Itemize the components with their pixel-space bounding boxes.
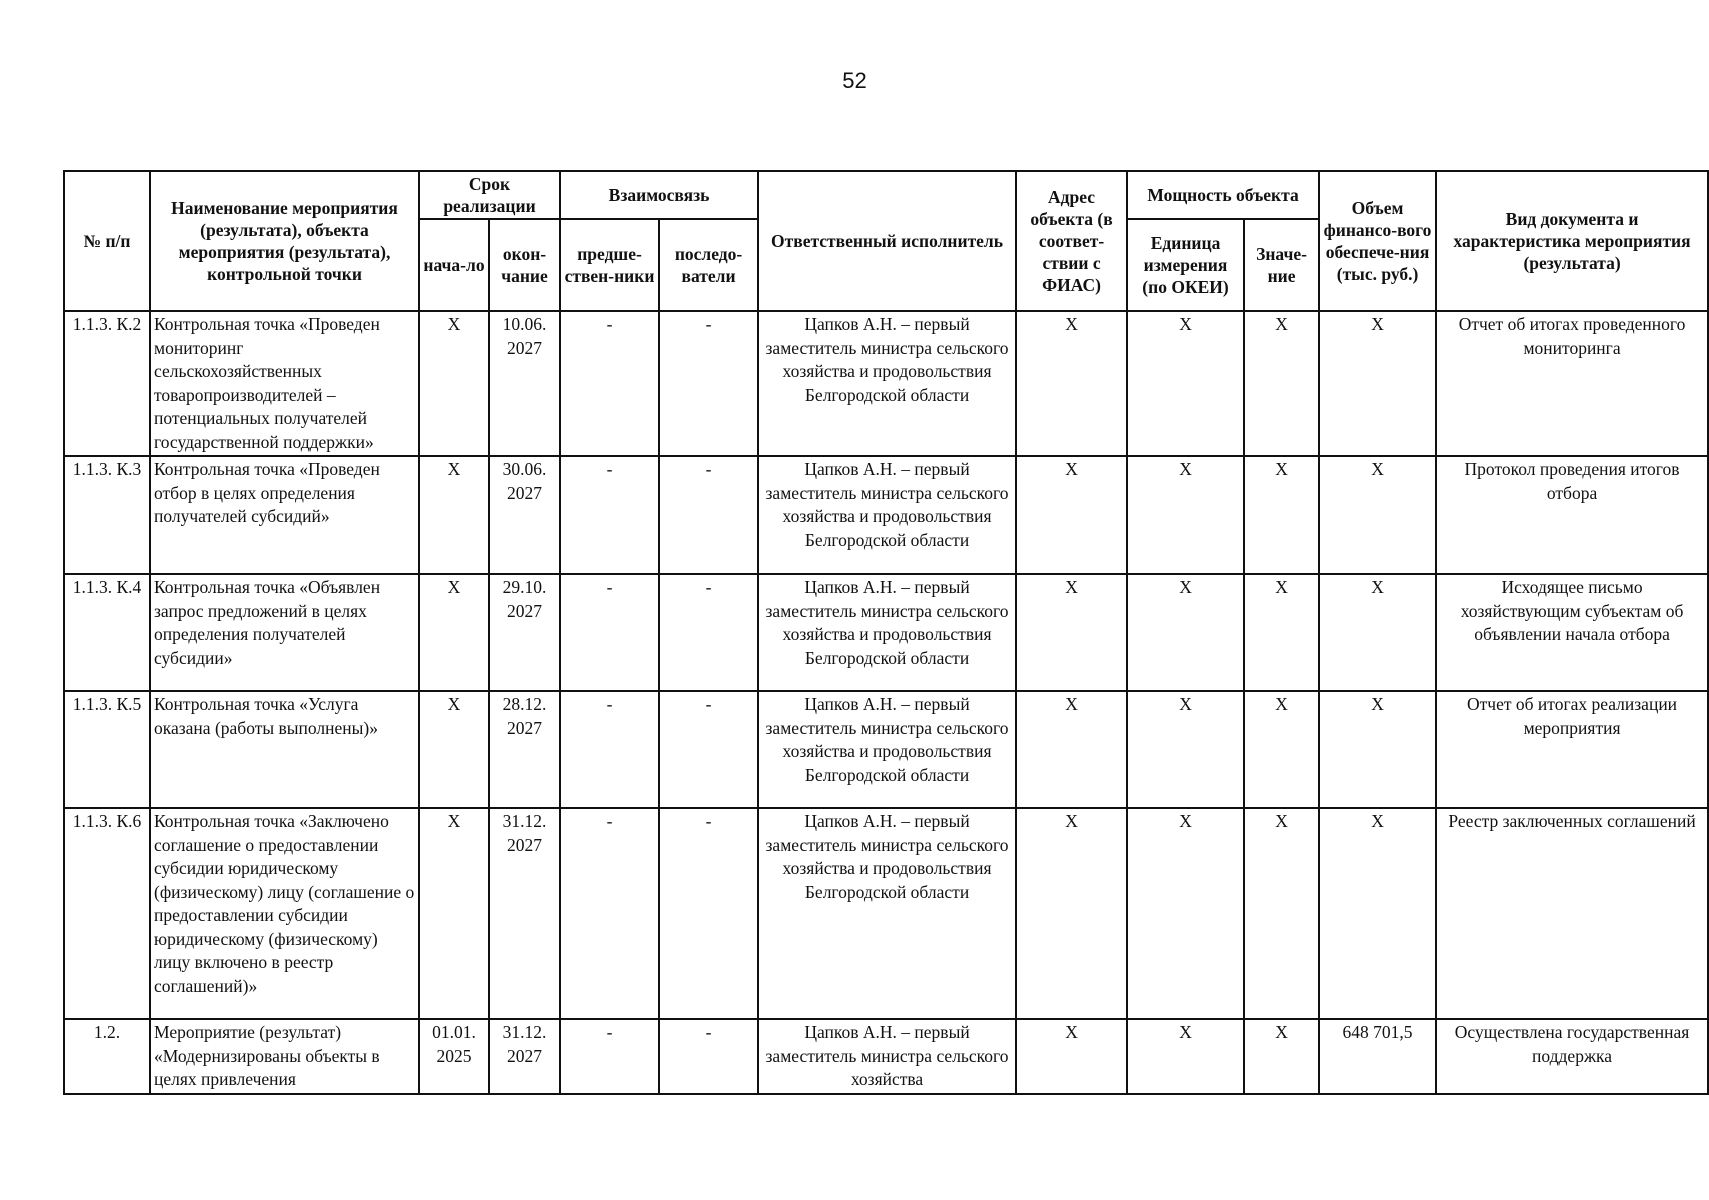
row-num: 1.1.3. К.6: [64, 808, 150, 1019]
row-num: 1.1.3. К.5: [64, 691, 150, 808]
table-row: [64, 456, 1708, 574]
row-address: X: [1016, 691, 1127, 808]
row-address: X: [1016, 574, 1127, 691]
row-unit: X: [1127, 311, 1244, 456]
header-name: Наименование мероприятия (результата), объекта мероприятия (результата), контрольной точки: [150, 171, 419, 311]
row-start: X: [419, 574, 489, 691]
row-start: 01.01. 2025: [419, 1019, 489, 1094]
row-pred: -: [560, 574, 659, 691]
row-value: X: [1244, 456, 1319, 574]
row-pred: -: [560, 808, 659, 1019]
row-succ: -: [659, 456, 758, 574]
row-executor: Цапков А.Н. – первый заместитель министра сельского хозяйства и продовольствия Белгородской области: [758, 808, 1016, 1019]
table-header: [64, 171, 1708, 311]
row-address: X: [1016, 456, 1127, 574]
row-unit: X: [1127, 1019, 1244, 1094]
table-row: [64, 808, 1708, 1019]
row-succ: -: [659, 808, 758, 1019]
header-finance: Объем финансо-вого обеспече-ния (тыс. руб.): [1319, 171, 1436, 311]
row-address: X: [1016, 808, 1127, 1019]
row-end: 31.12. 2027: [489, 1019, 560, 1094]
row-succ: -: [659, 1019, 758, 1094]
row-name: Контрольная точка «Объявлен запрос предложений в целях определения получателей субсидии»: [150, 574, 419, 691]
header-term: Срок реализации: [419, 171, 560, 219]
row-succ: -: [659, 691, 758, 808]
row-num: 1.1.3. К.4: [64, 574, 150, 691]
row-value: X: [1244, 311, 1319, 456]
row-pred: -: [560, 691, 659, 808]
row-value: X: [1244, 691, 1319, 808]
row-executor: Цапков А.Н. – первый заместитель министра сельского хозяйства и продовольствия Белгородской области: [758, 691, 1016, 808]
row-doc: Реестр заключенных соглашений: [1436, 808, 1708, 1019]
row-succ: -: [659, 574, 758, 691]
row-unit: X: [1127, 456, 1244, 574]
row-address: X: [1016, 311, 1127, 456]
header-address: Адрес объекта (в соответ-ствии с ФИАС): [1016, 171, 1127, 311]
header-doc-type: Вид документа и характеристика мероприятия (результата): [1436, 171, 1708, 311]
row-pred: -: [560, 311, 659, 456]
row-start: X: [419, 311, 489, 456]
row-unit: X: [1127, 808, 1244, 1019]
data-table: [63, 170, 1709, 1095]
header-unit: Единица измерения (по ОКЕИ): [1127, 219, 1244, 311]
header-term-start: нача-ло: [419, 219, 489, 311]
row-num: 1.2.: [64, 1019, 150, 1094]
row-finance: X: [1319, 808, 1436, 1019]
row-start: X: [419, 691, 489, 808]
row-finance: X: [1319, 691, 1436, 808]
row-start: X: [419, 456, 489, 574]
header-link-succ: последо-ватели: [659, 219, 758, 311]
row-name: Контрольная точка «Услуга оказана (работы выполнены)»: [150, 691, 419, 808]
header-link-pred: предше-ствен-ники: [560, 219, 659, 311]
header-capacity: Мощность объекта: [1127, 171, 1319, 219]
row-finance: X: [1319, 456, 1436, 574]
row-value: X: [1244, 808, 1319, 1019]
header-term-end: окон-чание: [489, 219, 560, 311]
row-value: X: [1244, 1019, 1319, 1094]
row-unit: X: [1127, 691, 1244, 808]
row-pred: -: [560, 456, 659, 574]
header-value: Значе-ние: [1244, 219, 1319, 311]
table-row: [64, 574, 1708, 691]
row-doc: Протокол проведения итогов отбора: [1436, 456, 1708, 574]
row-finance: 648 701,5: [1319, 1019, 1436, 1094]
row-finance: X: [1319, 311, 1436, 456]
row-address: X: [1016, 1019, 1127, 1094]
table-row: [64, 691, 1708, 808]
row-name: Контрольная точка «Проведен отбор в целях определения получателей субсидий»: [150, 456, 419, 574]
page-number: 52: [842, 68, 867, 93]
row-executor: Цапков А.Н. – первый заместитель министра сельского хозяйства и продовольствия Белгородской области: [758, 456, 1016, 574]
row-doc: Отчет об итогах реализации мероприятия: [1436, 691, 1708, 808]
table-row: [64, 311, 1708, 456]
row-start: X: [419, 808, 489, 1019]
row-end: 29.10. 2027: [489, 574, 560, 691]
row-num: 1.1.3. К.2: [64, 311, 150, 456]
table-body: [64, 311, 1708, 1094]
header-link: Взаимосвязь: [560, 171, 758, 219]
header-executor: Ответственный исполнитель: [758, 171, 1016, 311]
row-name: Мероприятие (результат) «Модернизированы объекты в целях привлечения: [150, 1019, 419, 1094]
table-row: [64, 1019, 1708, 1094]
row-end: 28.12. 2027: [489, 691, 560, 808]
row-value: X: [1244, 574, 1319, 691]
row-name: Контрольная точка «Заключено соглашение о предоставлении субсидии юридическому (физическому) лицу (соглашение о предоставлении субсидии юридическому (физическому) лицу включено в реестр соглашений)»: [150, 808, 419, 1019]
row-succ: -: [659, 311, 758, 456]
row-pred: -: [560, 1019, 659, 1094]
row-doc: Отчет об итогах проведенного мониторинга: [1436, 311, 1708, 456]
row-end: 10.06. 2027: [489, 311, 560, 456]
row-unit: X: [1127, 574, 1244, 691]
row-executor: Цапков А.Н. – первый заместитель министра сельского хозяйства и продовольствия Белгородской области: [758, 574, 1016, 691]
row-finance: X: [1319, 574, 1436, 691]
row-num: 1.1.3. К.3: [64, 456, 150, 574]
row-end: 30.06. 2027: [489, 456, 560, 574]
row-doc: Исходящее письмо хозяйствующим субъектам об объявлении начала отбора: [1436, 574, 1708, 691]
row-end: 31.12. 2027: [489, 808, 560, 1019]
row-executor: Цапков А.Н. – первый заместитель министра сельского хозяйства и продовольствия Белгородской области: [758, 311, 1016, 456]
row-name: Контрольная точка «Проведен мониторинг сельскохозяйственных товаропроизводителей – потенциальных получателей государственной поддержки»: [150, 311, 419, 456]
header-num: № п/п: [64, 171, 150, 311]
row-doc: Осуществлена государственная поддержка: [1436, 1019, 1708, 1094]
row-executor: Цапков А.Н. – первый заместитель министра сельского хозяйства: [758, 1019, 1016, 1094]
